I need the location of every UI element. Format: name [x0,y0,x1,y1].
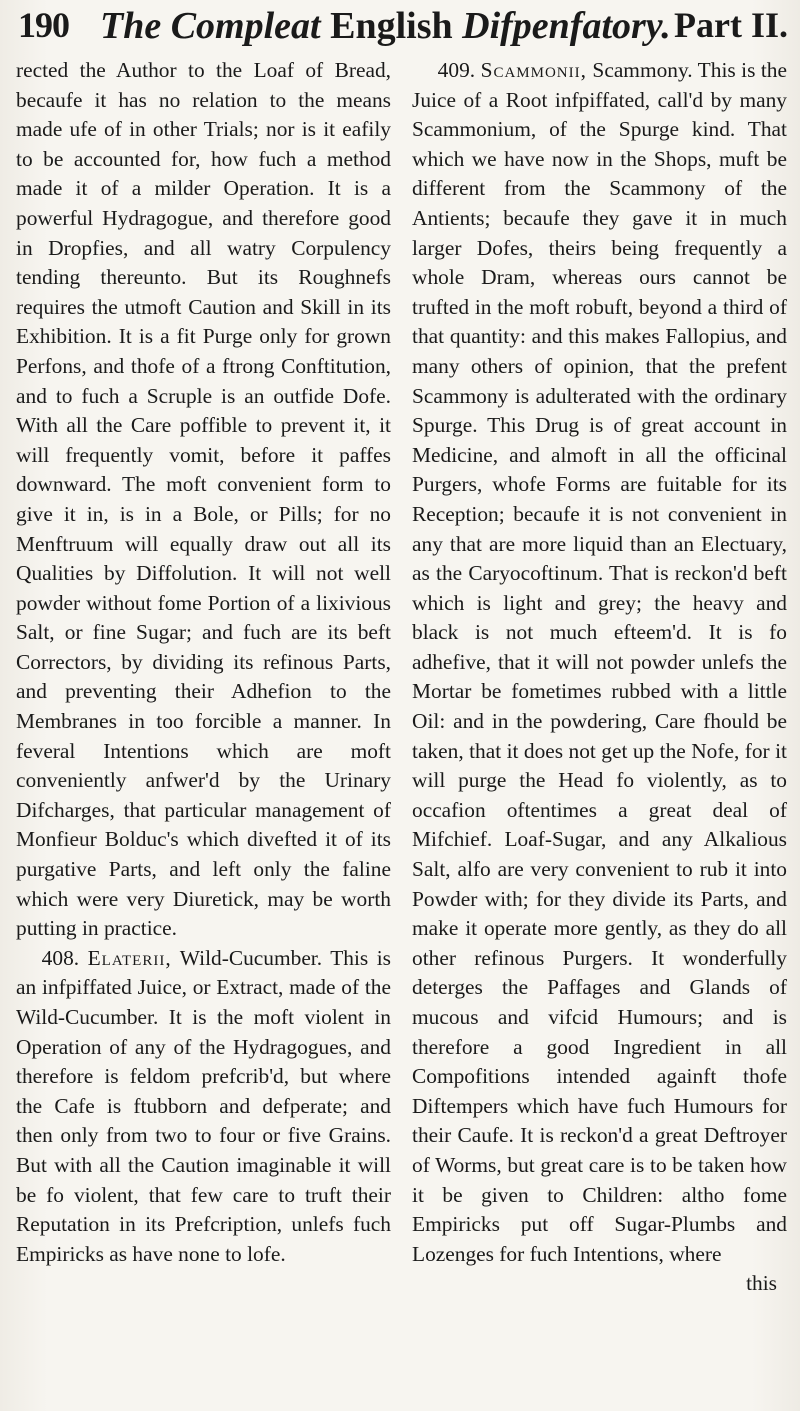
entry-409-text: Scammony. This is the Juice of a Root infpiffated, call'd by many Scammonium, of the Spurge kind. That which we have now in the Shops, muft be different from the Scammony of the Antients; becaufe they gave it in much larger Dofes, theirs being frequently a whole Dram, whereas ours cannot be trufted in the moft robuft, beyond a third of that quantity: and this makes Fallopius, and many others of opinion, that the prefent Scammony is adulterated with the ordinary Spurge. This Drug is of great account in Medicine, and almoft in all the officinal Purgers, whofe Forms are fuitable for its Reception; becaufe it is not convenient in any that are more liquid than an Electuary, as the Caryocoftinum. That is reckon'd beft which is light and grey; the heavy and black is not much efteem'd. It is fo adhefive, that it will not powder unlefs the Mortar be fometimes rubbed with a little Oil: and in the powdering, Care fhould be taken, that it does not get up the Nofe, for it will purge the Head fo violently, as to occafion oftentimes a great deal of Mifchief. Loaf-Sugar, and any Alkalious Salt, alfo are very convenient to rub it into Powder with; for they divide its Parts, and make it operate more gently, as they do all other refinous Purgers. It wonderfully deterges the Paffages and Glands of mucous and vifcid Humours; and is therefore a good Ingredient in all Compofitions intended againft thofe Diftempers which have fuch Humours for their Caufe. It is reckon'd a great Deftroyer of Worms, but great care is to be taken how it be given to Children: altho fome Empiricks put off Sugar-Plumbs and Lozenges for fuch Intentions, where [412,58,787,1266]
entry-408 [16,944,391,1270]
entry-409 [412,56,787,1269]
running-title-right: Difpenfatory. [452,5,671,47]
left-paragraph-continued: rected the Author to the Loaf of Bread, becaufe it has no relation to the means made ufe of in other Trials; nor is it eafily to be accounted for, how fuch a method made it of a milder Operation. It is a powerful Hydragogue, and therefore good in Dropfies, and all watry Corpulency tending thereunto. But its Roughnefs requires the utmoft Caution and Skill in its Exhibition. It is a fit Purge only for grown Perfons, and thofe of a ftrong Conftitution, and to fuch a Scruple is an outfide Dofe. With all the Care poffible to prevent it, it will frequently vomit, before it paffes downward. The moft convenient form to give it in, is in a Bole, or Pills; for no Menftruum will equally draw out all its Qualities by Diffolution. It will not well powder without fome Portion of a lixivious Salt, or fine Sugar; and fuch are its beft Correctors, by dividing its refinous Parts, and preventing their Adhefion to the Membranes in too forcible a manner. In feveral Intentions which are moft conveniently anfwer'd by the Urinary Difcharges, that particular management of Monfieur Bolduc's which divefted it of its purgative Parts, and left only the faline which were very Diuretick, may be worth putting in practice. [16,58,391,941]
catchword: this [746,1271,777,1296]
entry-408-number: 408. [41,945,80,970]
part-label: Part II. [674,5,788,45]
entry-409-number: 409. [437,58,476,82]
entry-408-name: Elaterii, [87,945,172,970]
running-title [100,4,671,48]
running-title-left: The Compleat [100,5,331,47]
entry-408-text: Wild-Cucumber. This is an infpiffated Juice, or Extract, made of the Wild-Cucumber. It is the moft violent in Operation of any of the Hydragogues, and therefore is feldom prefcrib'd, but where the Cafe is ftubborn and defperate; and then only from two to four or five Grains. But with all the Caution imaginable it will be fo violent, that few care to truft their Reputation in its Prefcription, unlefs fuch Empiricks as have none to lofe. [16,945,391,1266]
page-number: 190 [18,5,69,45]
entry-409-name: Scammonii, [480,58,587,82]
running-title-english: English [330,5,453,47]
page-header [18,4,788,54]
right-column [412,56,787,1299]
left-column [16,56,391,1269]
